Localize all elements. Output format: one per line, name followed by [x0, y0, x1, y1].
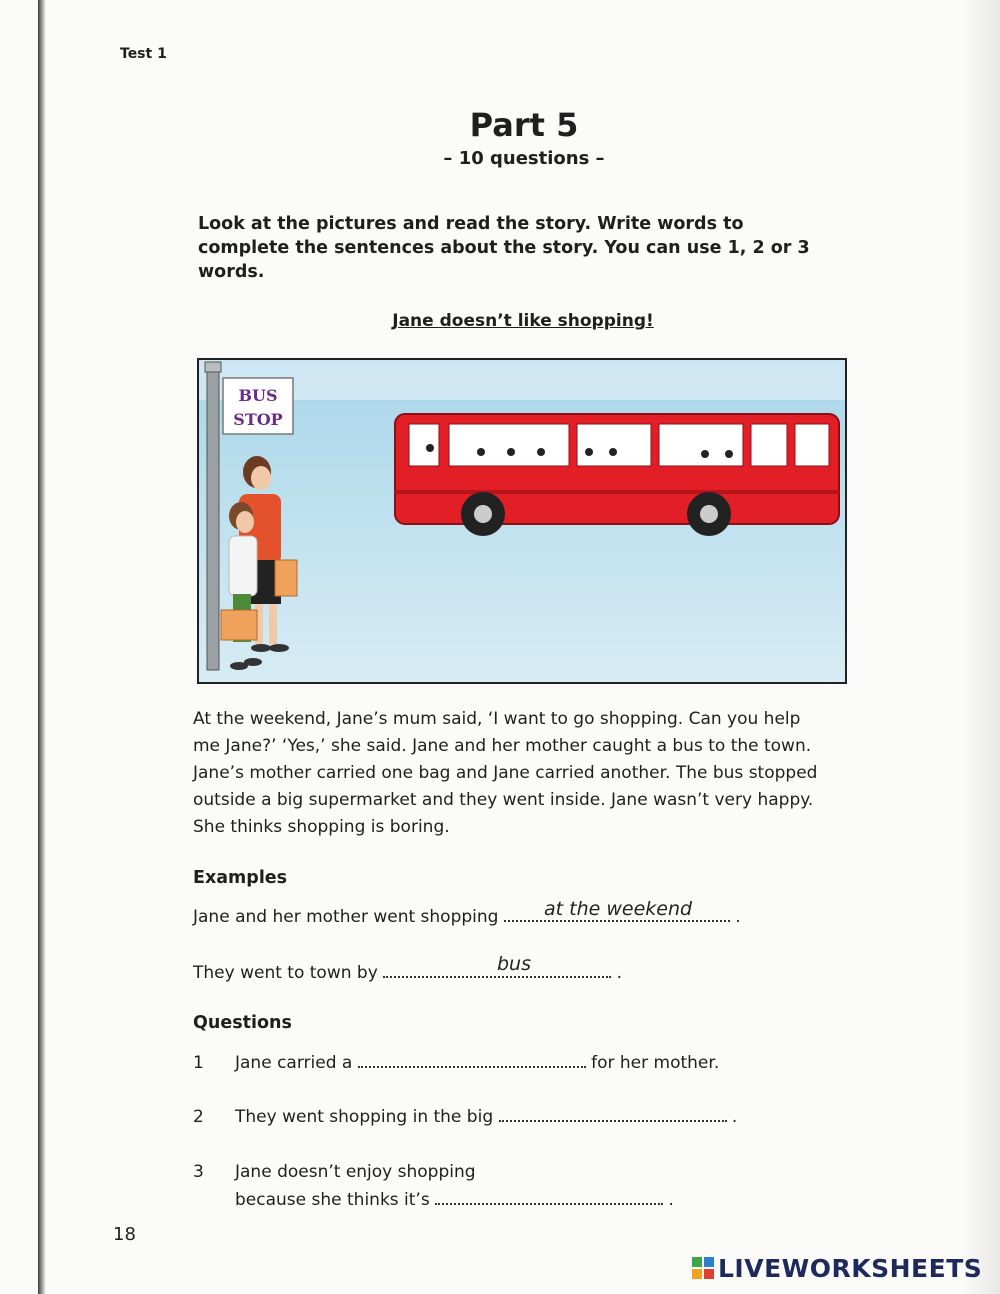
question-3-text: Jane doesn’t enjoy shopping — [235, 1162, 476, 1182]
question-3-after: . — [668, 1190, 674, 1210]
story-line: outside a big supermarket and they went inside. Jane wasn’t very happy. — [193, 790, 814, 810]
bus-scene-svg — [199, 360, 845, 682]
sign-text-bus: BUS — [238, 386, 278, 405]
story-line: me Jane?’ ‘Yes,’ she said. Jane and her mother caught a bus to the town. — [193, 736, 812, 756]
example-2-end: . — [616, 963, 622, 983]
story-title: Jane doesn’t like shopping! — [392, 311, 654, 331]
bus-stop-illustration — [197, 358, 847, 684]
example-2-text: They went to town by — [193, 963, 378, 983]
story-line: Jane’s mother carried one bag and Jane carried another. The bus stopped — [193, 763, 818, 783]
question-1 — [193, 1052, 719, 1073]
story-line: She thinks shopping is boring. — [193, 817, 450, 837]
question-1-after: for her mother. — [591, 1053, 720, 1073]
test-label: Test 1 — [120, 46, 167, 62]
examples-heading: Examples — [193, 868, 288, 888]
question-2 — [193, 1106, 737, 1127]
question-3-line-2 — [235, 1189, 674, 1210]
question-2-answer-field[interactable] — [499, 1106, 727, 1122]
instructions: Look at the pictures and read the story. Write words to complete the sentences about the story. You can use 1, 2 or 3 words. — [198, 214, 810, 282]
question-1-text: Jane carried a — [235, 1053, 353, 1073]
question-2-text: They went shopping in the big — [235, 1107, 494, 1127]
red-bus — [395, 414, 839, 536]
question-2-after: . — [731, 1107, 738, 1127]
example-1-text: Jane and her mother went shopping — [193, 907, 499, 927]
question-1-number: 1 — [193, 1053, 204, 1073]
example-2-answer: bus — [497, 953, 532, 975]
example-1-end: . — [735, 907, 741, 927]
question-3-text-2: because she thinks it’s — [235, 1190, 430, 1210]
liveworksheets-logo[interactable] — [692, 1254, 982, 1283]
example-1-answer: at the weekend — [544, 898, 693, 920]
page-shadow — [960, 0, 1000, 1294]
question-1-answer-field[interactable] — [358, 1052, 586, 1068]
sign-text-stop: STOP — [233, 410, 283, 429]
question-3 — [193, 1162, 476, 1182]
logo-grid-icon — [692, 1257, 714, 1279]
story-text — [193, 706, 853, 841]
story-line: At the weekend, Jane’s mum said, ‘I want to go shopping. Can you help — [193, 709, 801, 729]
question-3-answer-field[interactable] — [435, 1189, 663, 1205]
questions-heading: Questions — [193, 1013, 292, 1033]
page-edge — [38, 0, 46, 1294]
logo-text: LIVEWORKSHEETS — [718, 1254, 983, 1283]
part-title: Part 5 — [469, 106, 579, 144]
page-number: 18 — [113, 1224, 136, 1245]
question-3-number: 3 — [193, 1162, 204, 1182]
example-2 — [193, 962, 622, 983]
question-2-number: 2 — [193, 1107, 204, 1127]
part-subtitle: – 10 questions – — [443, 148, 605, 169]
